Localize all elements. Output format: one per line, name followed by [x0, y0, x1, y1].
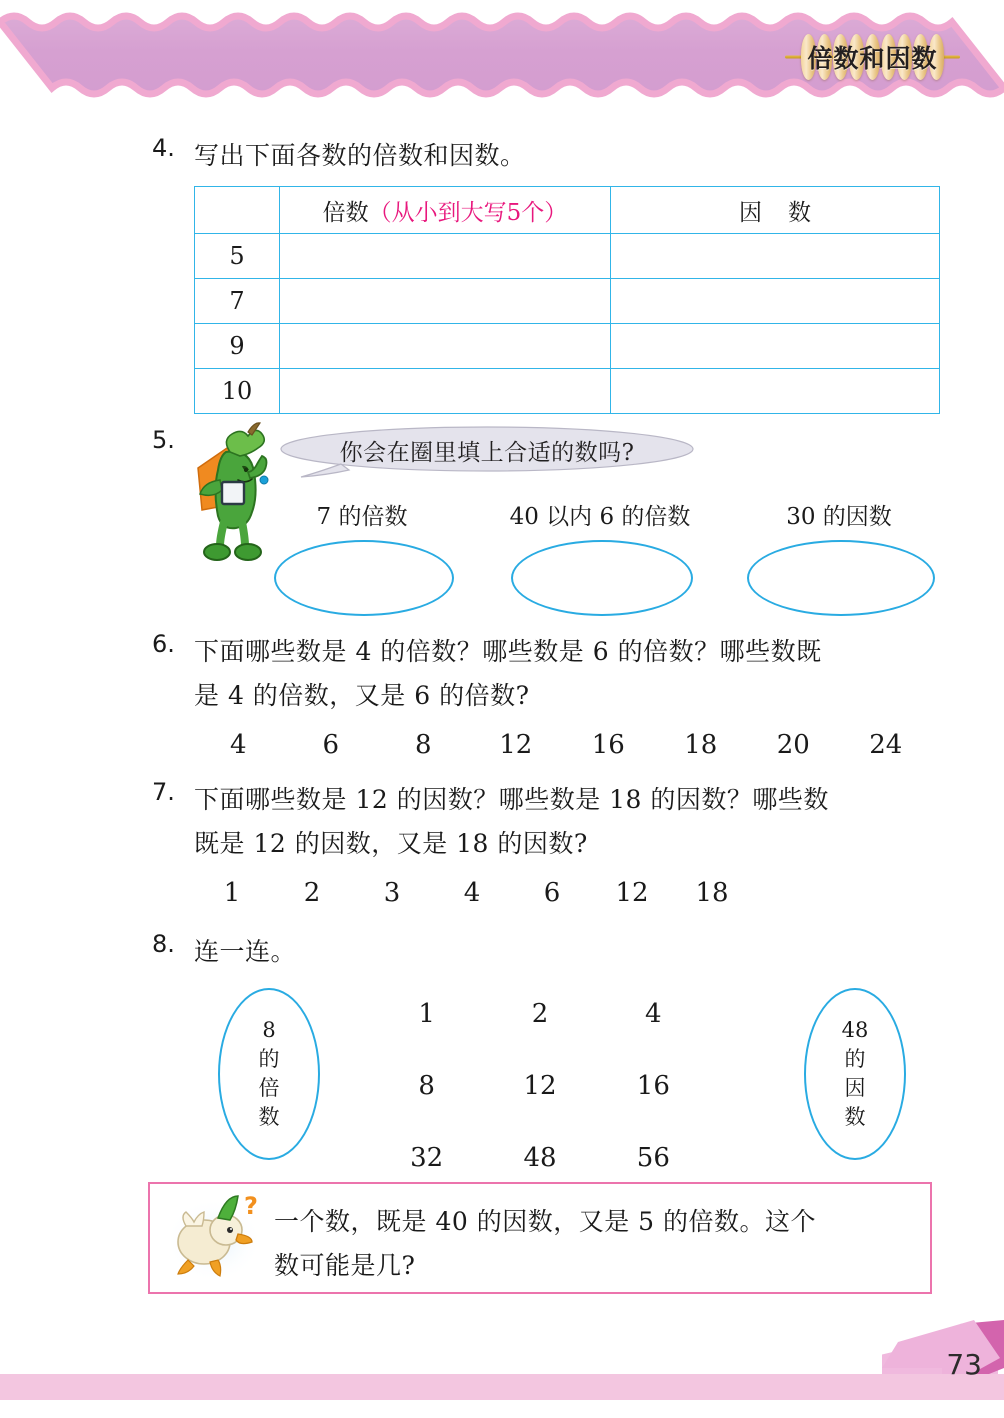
set-category-label: 7 的倍数 — [316, 504, 408, 530]
oval-label-char: 数 — [844, 1105, 866, 1129]
table-header-factors-label: 因数 — [739, 199, 837, 226]
set-ellipse[interactable] — [274, 540, 454, 616]
number-item: 12 — [615, 878, 649, 908]
number-item: 12 — [499, 730, 533, 760]
multiples-answer-cell[interactable] — [280, 279, 611, 324]
question-8-number: 8. — [152, 930, 175, 958]
thinking-question-line-1: 一个数，既是 40 的因数，又是 5 的倍数。这个 — [274, 1207, 817, 1236]
matching-exercise-area — [0, 972, 1004, 1172]
table-header-factors — [611, 187, 940, 234]
oval-label-char: 48 — [841, 1018, 869, 1042]
right-category-oval — [804, 988, 906, 1160]
table-header-multiples — [280, 187, 611, 234]
speech-bubble-text: 你会在圈里填上合适的数吗? — [339, 439, 635, 466]
question-6-number: 6. — [152, 630, 175, 658]
factors-answer-cell[interactable] — [611, 324, 940, 369]
number-item: 18 — [684, 730, 718, 760]
table-header-multiples-main: 倍数 — [322, 199, 369, 226]
number-item: 2 — [303, 878, 321, 908]
set-ellipses — [0, 528, 1004, 618]
page-header-band — [0, 0, 1004, 110]
question-7-heading — [148, 778, 829, 866]
page-title: 倍数和因数 — [807, 44, 938, 73]
oval-label-char: 因 — [844, 1076, 866, 1100]
table-row — [195, 324, 940, 369]
set-ellipse[interactable] — [511, 540, 693, 616]
multiples-answer-cell[interactable] — [280, 369, 611, 414]
oval-label-char: 倍 — [258, 1076, 280, 1100]
number-item: 6 — [322, 730, 340, 760]
question-6-number-list — [192, 730, 932, 760]
number-item: 24 — [869, 730, 903, 760]
question-8-heading — [148, 930, 296, 974]
table-body — [195, 234, 940, 414]
question-7-number: 7. — [152, 778, 175, 806]
question-7-number-list — [192, 878, 752, 908]
page-number: 73 — [946, 1348, 982, 1381]
question-8-text: 连一连。 — [194, 937, 297, 966]
table-row — [195, 234, 940, 279]
footer-band — [0, 1374, 1004, 1400]
thinking-question-line-2: 数可能是几? — [274, 1251, 416, 1280]
matching-number[interactable]: 12 — [523, 1071, 557, 1101]
table-header-blank — [195, 187, 280, 234]
thinking-question-box — [148, 1182, 932, 1294]
number-item: 4 — [463, 878, 481, 908]
number-item: 20 — [776, 730, 810, 760]
question-7-line-1: 下面哪些数是 12 的因数？哪些数是 18 的因数？哪些数 — [194, 785, 829, 814]
oval-label-char: 的 — [258, 1047, 280, 1071]
matching-number[interactable]: 48 — [523, 1143, 557, 1173]
table-row-label: 7 — [195, 279, 280, 324]
multiples-answer-cell[interactable] — [280, 324, 611, 369]
factors-answer-cell[interactable] — [611, 279, 940, 324]
question-6-line-1: 下面哪些数是 4 的倍数？哪些数是 6 的倍数？哪些数既 — [194, 637, 822, 666]
table-header-multiples-note: （从小到大写5个） — [368, 199, 568, 226]
table-row — [195, 279, 940, 324]
question-5-number: 5. — [152, 426, 175, 454]
matching-number-grid — [370, 978, 710, 1194]
multiples-answer-cell[interactable] — [280, 234, 611, 279]
question-4-heading — [148, 134, 526, 178]
number-item: 1 — [223, 878, 241, 908]
question-4-text: 写出下面各数的倍数和因数。 — [194, 141, 526, 170]
set-category-labels — [0, 498, 1004, 530]
table-row-label: 5 — [195, 234, 280, 279]
left-category-oval — [218, 988, 320, 1160]
set-ellipse[interactable] — [747, 540, 935, 616]
matching-number[interactable]: 32 — [410, 1143, 444, 1173]
speech-bubble — [277, 428, 697, 474]
number-item: 4 — [229, 730, 247, 760]
matching-number[interactable]: 1 — [418, 999, 435, 1029]
number-item: 18 — [695, 878, 729, 908]
matching-number[interactable]: 4 — [645, 999, 662, 1029]
table-row-label: 9 — [195, 324, 280, 369]
header-title-abacus — [799, 33, 946, 81]
multiples-factors-table — [194, 186, 940, 414]
table-header-row — [195, 187, 940, 234]
question-4-number: 4. — [152, 134, 175, 162]
matching-number[interactable]: 8 — [418, 1071, 435, 1101]
table-row — [195, 369, 940, 414]
duck-character-icon — [164, 1192, 264, 1284]
question-6-heading — [148, 630, 822, 718]
matching-number[interactable]: 2 — [531, 999, 549, 1029]
svg-text:?: ? — [244, 1192, 258, 1220]
oval-label-char: 的 — [844, 1047, 866, 1071]
number-item: 8 — [414, 730, 432, 760]
thinking-question-text — [274, 1200, 912, 1288]
set-category-label: 40 以内 6 的倍数 — [509, 504, 691, 530]
oval-label-char: 8 — [262, 1018, 276, 1042]
matching-number[interactable]: 56 — [636, 1143, 670, 1173]
question-7-line-2: 既是 12 的因数，又是 18 的因数? — [194, 829, 588, 858]
factors-answer-cell[interactable] — [611, 234, 940, 279]
matching-number[interactable]: 16 — [636, 1071, 670, 1101]
question-6-line-2: 是 4 的倍数，又是 6 的倍数? — [194, 681, 530, 710]
table-row-label: 10 — [195, 369, 280, 414]
number-item: 16 — [591, 730, 625, 760]
factors-answer-cell[interactable] — [611, 369, 940, 414]
oval-label-char: 数 — [258, 1105, 280, 1129]
set-category-label: 30 的因数 — [786, 504, 892, 530]
number-item: 3 — [383, 878, 401, 908]
number-item: 6 — [543, 878, 561, 908]
